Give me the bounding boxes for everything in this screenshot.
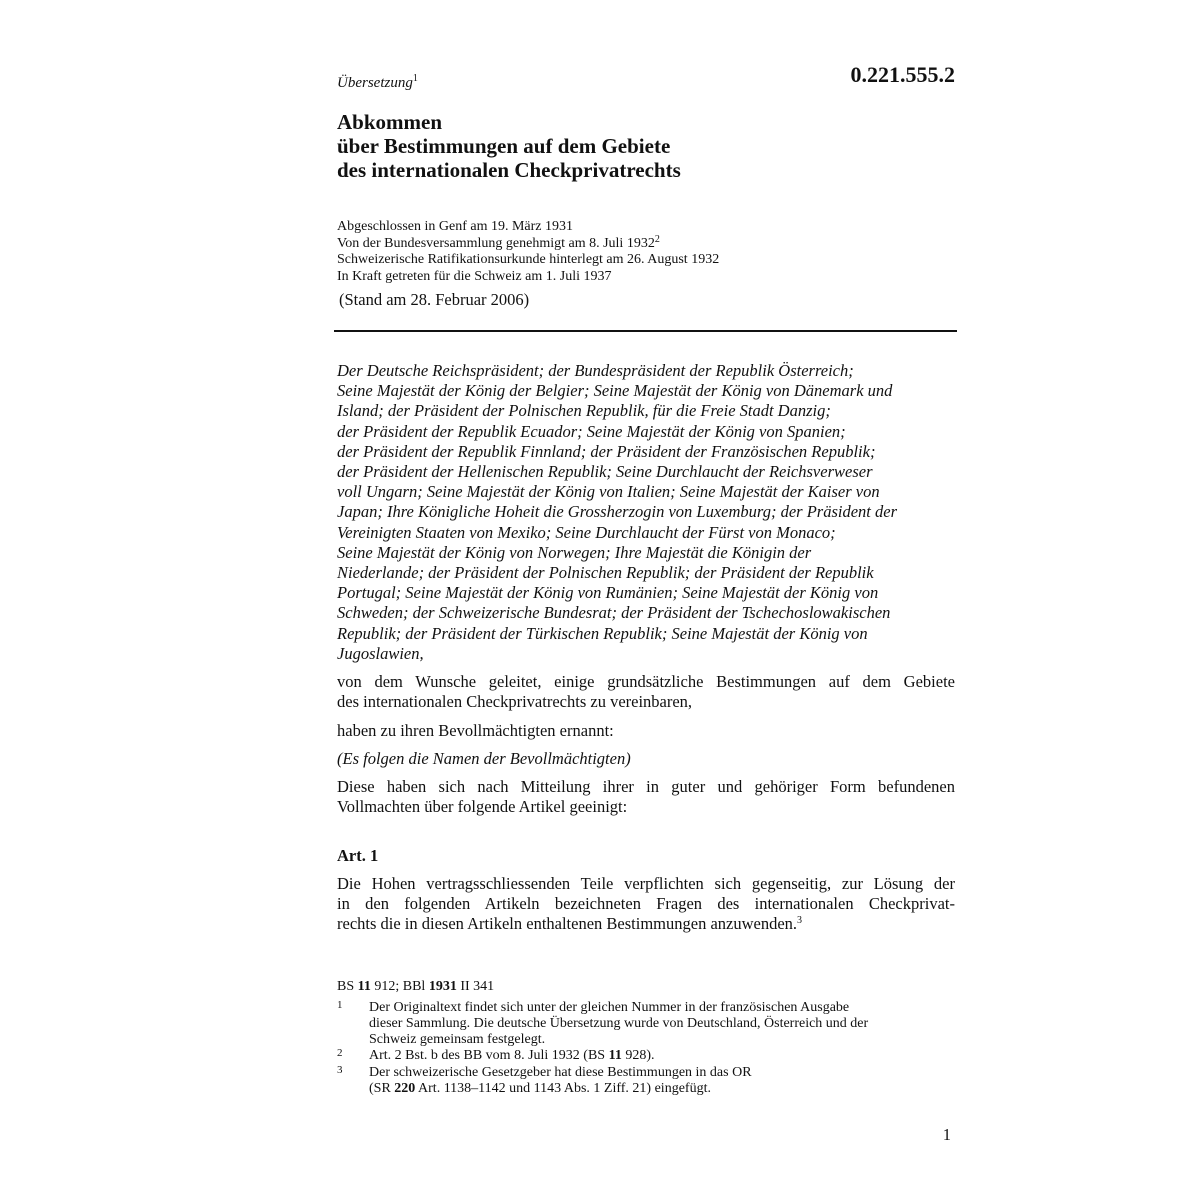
meta-approved (337, 233, 719, 253)
paragraph-line: des internationalen Checkprivatrechts zu vereinbaren, (337, 692, 693, 711)
preamble-line: Jugoslawien, (337, 643, 424, 663)
footnote-ref-2[interactable]: 2 (654, 233, 660, 245)
status-date: (Stand am 28. Februar 2006) (339, 290, 530, 309)
footnote-line: Der Originaltext findet sich unter der gleichen Nummer in der französischen Ausgabe (369, 1000, 850, 1015)
footnote-text (369, 1048, 655, 1064)
page-number: 1 (942, 1125, 951, 1144)
footnote-line: Der schweizerische Gesetzgeber hat diese Bestimmungen in das OR (369, 1065, 752, 1080)
title-line: über Bestimmungen auf dem Gebiete (337, 134, 671, 158)
plenipotentiaries-note: (Es folgen die Namen der Bevollmächtigten) (337, 749, 631, 768)
bs-volume: 11 (357, 979, 371, 994)
footnote-text-part: Art. 1138–1142 und 1143 Abs. 1 Ziff. 21) eingefügt. (418, 1080, 711, 1096)
desire-paragraph (337, 672, 955, 712)
footnote-text-part: 928). (625, 1048, 655, 1063)
footnote-text (369, 1000, 868, 1047)
preamble-line: Seine Majestät der König von Norwegen; Ihre Majestät die Königin der (337, 542, 812, 562)
preamble-line: Japan; Ihre Königliche Hoheit die Grossherzogin von Luxemburg; der Präsident der (337, 502, 898, 522)
bbl-year: 1931 (428, 979, 457, 994)
footnote-number: 1 (337, 999, 343, 1011)
preamble-line: Der Deutsche Reichspräsident; der Bundespräsident der Republik Österreich; (337, 361, 854, 380)
meta-in-force: In Kraft getreten für die Schweiz am 1. Juli 1937 (337, 268, 612, 284)
paragraph-line: Diese haben sich nach Mitteilung ihrer in guter und gehöriger Form befundenen (337, 777, 955, 796)
footnote-number: 2 (337, 1047, 343, 1059)
footnote-text-part: Art. 2 Bst. b des BB vom 8. Juli 1932 (BS (369, 1048, 606, 1063)
paragraph-line: von dem Wunsche geleitet, einige grundsätzliche Bestimmungen auf dem Gebiete (337, 672, 955, 691)
preamble-line: Portugal; Seine Majestät der König von Rumänien; Seine Majestät der König von (337, 583, 879, 603)
footnote-line (369, 1081, 752, 1097)
document-title (337, 110, 681, 182)
preamble-line: Schweden; der Schweizerische Bundesrat; der Präsident der Tschechoslowakischen (337, 603, 891, 623)
preamble-line: Vereinigten Staaten von Mexiko; Seine Durchlaucht der Fürst von Monaco; (337, 522, 836, 542)
meta-ratification: Schweizerische Ratifikationsurkunde hinterlegt am 26. August 1932 (337, 252, 720, 267)
title-line: Abkommen (337, 110, 443, 134)
preamble-line: Island; der Präsident der Polnischen Republik, für die Freie Stadt Danzig; (337, 401, 831, 421)
bbl-ref: II 341 (460, 979, 495, 994)
document-page (337, 0, 957, 1200)
footnote-ref-3[interactable]: 3 (797, 915, 803, 926)
agreed-paragraph (337, 777, 955, 817)
header-divider (334, 330, 957, 332)
translation-label (337, 73, 418, 92)
meta-concluded: Abgeschlossen in Genf am 19. März 1931 (337, 219, 574, 234)
footnote-line: dieser Sammlung. Die deutsche Übersetzung wurde von Deutschland, Österreich und der (369, 1015, 869, 1031)
footnote-ref-1[interactable]: 1 (412, 73, 418, 84)
bs-label: BS (337, 979, 355, 994)
preamble-line: der Präsident der Republik Finnland; der Präsident der Französischen Republik; (337, 441, 876, 461)
footnote-line: Schweiz gemeinsam festgelegt. (369, 1031, 546, 1047)
article-line-text: rechts die in diesen Artikeln enthaltenen Bestimmungen anzuwenden. (337, 914, 798, 933)
preamble-line: der Präsident der Hellenischen Republik; Seine Durchlaucht der Reichsverweser (337, 462, 873, 482)
footnote-text-part: (SR (369, 1080, 391, 1096)
article-line (337, 914, 955, 934)
footnote-text (369, 1065, 752, 1097)
paragraph-line: Vollmachten über folgende Artikel geeinigt: (337, 797, 628, 816)
preamble (337, 361, 897, 664)
footnote-bold-part: 11 (608, 1048, 622, 1063)
preamble-line: Niederlande; der Präsident der Polnischen Republik; der Präsident der Republik (337, 563, 874, 583)
bs-page: 912; BBl (374, 979, 426, 994)
sr-number: 0.221.555.2 (850, 62, 955, 87)
translation-label-text: Übersetzung (337, 75, 413, 91)
treaty-metadata (337, 219, 719, 285)
preamble-line: Seine Majestät der König der Belgier; Seine Majestät der König von Dänemark und (337, 381, 893, 401)
footnote-bold-part: 220 (394, 1080, 416, 1096)
title-line: des internationalen Checkprivatrechts (337, 158, 681, 182)
preamble-line: der Präsident der Republik Ecuador; Seine Majestät der König von Spanien; (337, 421, 846, 441)
article-line: Die Hohen vertragsschliessenden Teile verpflichten sich gegenseitig, zur Lösung der (337, 874, 955, 893)
article-line: in den folgenden Artikeln bezeichneten Fragen des internationalen Checkprivat- (337, 894, 955, 913)
meta-approved-text: Von der Bundesversammlung genehmigt am 8. Juli 1932 (337, 235, 655, 251)
preamble-line: Republik; der Präsident der Türkischen Republik; Seine Majestät der König von (337, 623, 868, 643)
footnote-number: 3 (337, 1064, 343, 1076)
source-reference (337, 979, 494, 995)
preamble-line: voll Ungarn; Seine Majestät der König von Italien; Seine Majestät der Kaiser von (337, 482, 880, 502)
appointed-paragraph: haben zu ihren Bevollmächtigten ernannt: (337, 721, 614, 740)
article-1-heading: Art. 1 (337, 846, 379, 865)
article-1-text (337, 874, 955, 934)
